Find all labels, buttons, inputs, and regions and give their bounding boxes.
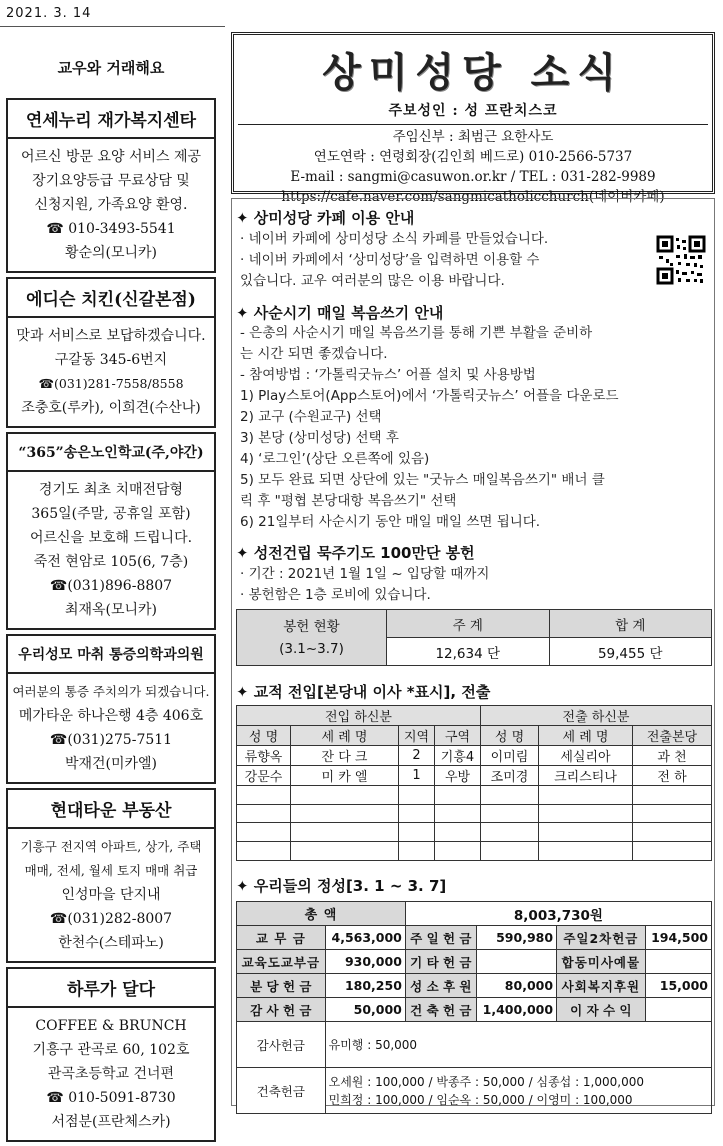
table-cell (481, 786, 539, 805)
ad-line: ☎(031)275-7511 (49, 732, 173, 748)
prayer-section-body (240, 564, 489, 606)
top-divider (0, 26, 225, 27)
table-row (237, 823, 712, 842)
offering-item-label: 감 사 헌 금 (237, 998, 326, 1022)
ad-line: 서점분(프란체스카) (51, 1114, 171, 1130)
table-cell (237, 823, 291, 842)
rosary-label: 봉헌 현황 (283, 618, 340, 635)
table-row (237, 842, 712, 861)
table-cell: 2 (399, 746, 435, 766)
table-cell: 과 천 (633, 746, 712, 766)
cafe-line: 있습니다. 교우 여러분의 많은 이용 바랍니다. (240, 273, 505, 289)
cafe-section-title: ✦ 상미성당 카페 이용 안내 (236, 209, 415, 227)
table-cell (435, 842, 481, 861)
table-row (237, 998, 712, 1022)
ad-title: 현대타운 부동산 (8, 790, 214, 829)
table-row (237, 786, 712, 805)
col-name: 성 명 (481, 726, 539, 746)
table-cell: 조미경 (481, 766, 539, 786)
bible-line: 1) Play스토어(App스토어)에서 ‘가톨릭굿뉴스’ 어플을 다운로드 (240, 388, 619, 404)
transfer-section-title: ✦ 교적 전입[본당내 이사 *표시], 전출 (236, 683, 491, 701)
table-cell: 1 (399, 766, 435, 786)
ad-title: 우리성모 마취 통증의학과의원 (8, 636, 214, 674)
table-cell (481, 842, 539, 861)
contact-info (238, 124, 708, 207)
offering-item-amount: 590,980 (476, 926, 556, 950)
ad-title: “365”송은노인학교(주,야간) (8, 434, 214, 472)
col-region: 지역 (399, 726, 435, 746)
cafe-line: · 네이버 카페에서 ‘상미성당’을 입력하면 이용할 수 (240, 252, 540, 268)
ad-line: 여러분의 통증 주치의가 되겠습니다. (12, 684, 210, 699)
ad-body (8, 318, 214, 426)
building-offering-label: 건축헌금 (237, 1068, 326, 1114)
ad-line: 인성마을 단지내 (61, 887, 161, 903)
prayer-line: · 봉헌함은 1층 로비에 있습니다. (240, 587, 431, 603)
ad-line: ☎ 010-5091-8730 (46, 1090, 176, 1106)
table-cell (481, 823, 539, 842)
grand-total-value: 59,455 단 (549, 638, 712, 666)
rosary-offering-table (236, 609, 712, 666)
ad-box (6, 98, 216, 273)
offering-total-label: 총 액 (237, 902, 406, 926)
ad-line: 최재옥(모니카) (64, 602, 158, 618)
table-row (237, 926, 712, 950)
ad-line: ☎(031)282-8007 (49, 911, 173, 927)
ad-line: 경기도 최초 치매전담형 (38, 482, 184, 498)
ad-line: ☎(031)281-7558/8558 (38, 376, 184, 391)
bible-line: - 참여방법 : ‘가톨릭굿뉴스’ 어플 설치 및 사용방법 (240, 367, 536, 383)
offering-item-amount: 180,250 (325, 974, 405, 998)
bulletin-title: 상미성당 소식 (322, 50, 624, 96)
table-cell (539, 786, 633, 805)
table-cell (399, 842, 435, 861)
col-baptismal-name: 세 례 명 (291, 726, 399, 746)
ad-line: 황순의(모니카) (64, 245, 158, 261)
ad-line: 메가타운 하나은행 4층 406호 (18, 708, 204, 724)
table-cell (435, 823, 481, 842)
ad-line: 기흥구 전지역 아파트, 상가, 주택 (20, 839, 202, 854)
bible-line: 2) 교구 (수원교구) 선택 (240, 409, 382, 425)
table-cell (633, 842, 712, 861)
transfer-table (236, 705, 712, 861)
table-cell: 전 하 (633, 766, 712, 786)
ad-line: 조충호(루카), 이희견(수산나) (21, 400, 201, 416)
ad-line: 장기요양등급 무료상담 및 (32, 173, 190, 189)
offering-rows (237, 926, 712, 1022)
offering-item-amount: 50,000 (325, 998, 405, 1022)
pastor-line: 주임신부 : 최범근 요한사도 (392, 129, 554, 145)
ad-title: 에디슨 치킨(신갈본점) (8, 279, 214, 318)
table-cell (291, 786, 399, 805)
bible-line: 릭 후 "평협 본당대항 복음쓰기" 선택 (240, 493, 457, 509)
bible-section-title: ✦ 사순시기 매일 복음쓰기 안내 (236, 304, 444, 322)
bible-line: 4) ‘로그인’(상단 오른쪽에 있음) (240, 451, 430, 467)
table-cell: 이미림 (481, 746, 539, 766)
email-tel-line: E-mail : sangmi@casuwon.or.kr / TEL : 031-282-9989 (290, 169, 656, 185)
table-cell (539, 842, 633, 861)
table-cell (399, 823, 435, 842)
table-cell: 크리스티나 (539, 766, 633, 786)
table-cell (633, 786, 712, 805)
ad-box (6, 788, 216, 963)
week-total-header: 주 계 (387, 610, 550, 638)
offering-item-label: 교 무 금 (237, 926, 326, 950)
grand-total-header: 합 계 (549, 610, 712, 638)
offering-item-label: 교육도교부금 (237, 950, 326, 974)
offering-item-label: 주 일 헌 금 (405, 926, 476, 950)
table-cell: 미 카 엘 (291, 766, 399, 786)
offering-item-amount (645, 950, 711, 974)
ad-box (6, 432, 216, 630)
table-cell (539, 823, 633, 842)
ad-title: 하루가 달다 (8, 969, 214, 1008)
ad-body (8, 472, 214, 628)
ad-body (8, 1008, 214, 1140)
building-offering-line: 오세원 : 100,000 / 박종주 : 50,000 / 심종섭 : 1,000,000 (328, 1074, 644, 1089)
table-cell: 기흥4 (435, 746, 481, 766)
table-cell (291, 804, 399, 823)
table-cell (481, 804, 539, 823)
table-cell: 우방 (435, 766, 481, 786)
ad-line: 365일(주말, 공휴일 포함) (31, 506, 191, 522)
offering-item-label: 기 타 헌 금 (405, 950, 476, 974)
ad-line: 어르신을 보호해 드립니다. (29, 530, 193, 546)
table-cell (237, 804, 291, 823)
offering-item-amount: 4,563,000 (325, 926, 405, 950)
bible-line: 6) 21일부터 사순시기 동안 매일 매일 쓰면 됩니다. (240, 514, 541, 530)
ad-line: ☎(031)896-8807 (49, 578, 173, 594)
offering-item-amount: 15,000 (645, 974, 711, 998)
ads-header: 교우와 거래해요 (57, 59, 165, 77)
qr-code-icon[interactable] (656, 235, 706, 291)
table-row (237, 804, 712, 823)
rosary-label-cell (237, 610, 387, 666)
bible-line: 3) 본당 (상미성당) 선택 후 (240, 430, 399, 446)
ad-box (6, 967, 216, 1142)
ads-list (6, 98, 216, 1142)
transfer-in-header: 전입 하신분 (237, 706, 481, 726)
ad-box (6, 634, 216, 784)
ad-title: 연세누리 재가복지센타 (8, 100, 214, 139)
bible-line: 는 시간 되면 좋겠습니다. (240, 346, 388, 362)
table-cell (435, 786, 481, 805)
table-row (237, 746, 712, 766)
table-cell (399, 786, 435, 805)
bulletin-header (231, 32, 715, 205)
offering-item-label: 성 소 후 원 (405, 974, 476, 998)
building-offering-detail (325, 1068, 711, 1114)
cafe-link[interactable]: https://cafe.naver.com/sangmicatholicchurch(네이버카페) (281, 189, 665, 205)
table-cell: 강문수 (237, 766, 291, 786)
transfer-out-header: 전출 하신분 (481, 706, 712, 726)
ad-body (8, 674, 214, 782)
ad-body (8, 139, 214, 271)
cafe-line: · 네이버 카페에 상미성당 소식 카페를 만들었습니다. (240, 231, 549, 247)
table-cell (237, 842, 291, 861)
ads-column (6, 32, 216, 1146)
col-district: 구역 (435, 726, 481, 746)
prayer-line: · 기간 : 2021년 1월 1일 ~ 입당할 때까지 (240, 566, 490, 582)
ad-line: 박재건(미카엘) (64, 756, 158, 772)
offering-item-label: 주일2차헌금 (557, 926, 646, 950)
ad-line: 맛과 서비스로 보답하겠습니다. (16, 328, 206, 344)
rosary-period: (3.1~3.7) (279, 640, 344, 657)
table-row (237, 974, 712, 998)
offering-item-amount: 80,000 (476, 974, 556, 998)
patron-saint: 주보성인 : 성 프란치스코 (388, 103, 558, 119)
table-cell: 류향옥 (237, 746, 291, 766)
funeral-contact-line: 연도연락 : 연령회장(김인희 베드로) 010-2566-5737 (313, 149, 633, 165)
offering-item-amount: 1,400,000 (476, 998, 556, 1022)
offering-item-label: 사회복지후원 (557, 974, 646, 998)
table-cell (291, 823, 399, 842)
ad-line: ☎ 010-3493-5541 (46, 221, 176, 237)
table-cell (539, 804, 633, 823)
offering-section-title: ✦ 우리들의 정성[3. 1 ~ 3. 7] (236, 877, 447, 895)
building-offering-line: 민희정 : 100,000 / 임순옥 : 50,000 / 이영미 : 100,000 (328, 1092, 633, 1107)
ad-line: 한천수(스테파노) (58, 935, 164, 951)
transfer-rows (237, 746, 712, 861)
table-cell (633, 804, 712, 823)
col-name: 성 명 (237, 726, 291, 746)
col-destination-parish: 전출본당 (633, 726, 712, 746)
offering-item-amount (476, 950, 556, 974)
offering-item-label: 건 축 헌 금 (405, 998, 476, 1022)
ad-line: 어르신 방문 요양 서비스 제공 (20, 149, 202, 165)
ad-line: 매매, 전세, 월세 토지 매매 취급 (24, 863, 198, 878)
offering-item-amount (645, 998, 711, 1022)
table-cell (399, 804, 435, 823)
thanks-offering-detail: 유미행 : 50,000 (325, 1022, 711, 1068)
thanks-offering-label: 감사헌금 (237, 1022, 326, 1068)
week-total-value: 12,634 단 (387, 638, 550, 666)
ad-line: 신청지원, 가족요양 환영. (34, 197, 188, 213)
ad-line: 죽전 현암로 105(6, 7층) (33, 554, 189, 570)
offering-item-amount: 194,500 (645, 926, 711, 950)
bible-section-body (240, 323, 619, 533)
offering-item-label: 이 자 수 익 (557, 998, 646, 1022)
main-content (231, 198, 715, 1106)
table-cell: 잔 다 크 (291, 746, 399, 766)
col-baptismal-name: 세 례 명 (539, 726, 633, 746)
table-cell (435, 804, 481, 823)
table-row (237, 766, 712, 786)
table-cell (291, 842, 399, 861)
prayer-section-title: ✦ 성전건립 묵주기도 100만단 봉헌 (236, 544, 475, 562)
bible-line: 5) 모두 완료 되면 상단에 있는 "굿뉴스 매일복음쓰기" 배너 클 (240, 472, 605, 488)
table-cell (633, 823, 712, 842)
table-row (237, 950, 712, 974)
cafe-section-body (240, 229, 548, 292)
ad-line: 기흥구 관곡로 60, 102호 (32, 1042, 190, 1058)
ad-line: COFFEE & BRUNCH (35, 1018, 187, 1034)
offering-item-label: 분 당 헌 금 (237, 974, 326, 998)
offering-item-label: 합동미사예물 (557, 950, 646, 974)
offering-table (236, 901, 712, 1114)
bible-line: - 은총의 사순시기 매일 복음쓰기를 통해 기쁜 부활을 준비하 (240, 325, 593, 341)
ad-line: 구갈동 345-6번지 (54, 352, 168, 368)
issue-date: 2021. 3. 14 (6, 6, 92, 21)
table-cell: 세실리아 (539, 746, 633, 766)
ad-box (6, 277, 216, 428)
offering-total-value: 8,003,730원 (405, 902, 711, 926)
ad-line: 관곡초등학교 건너편 (47, 1066, 175, 1082)
offering-item-amount: 930,000 (325, 950, 405, 974)
table-cell (237, 786, 291, 805)
ad-body (8, 829, 214, 961)
